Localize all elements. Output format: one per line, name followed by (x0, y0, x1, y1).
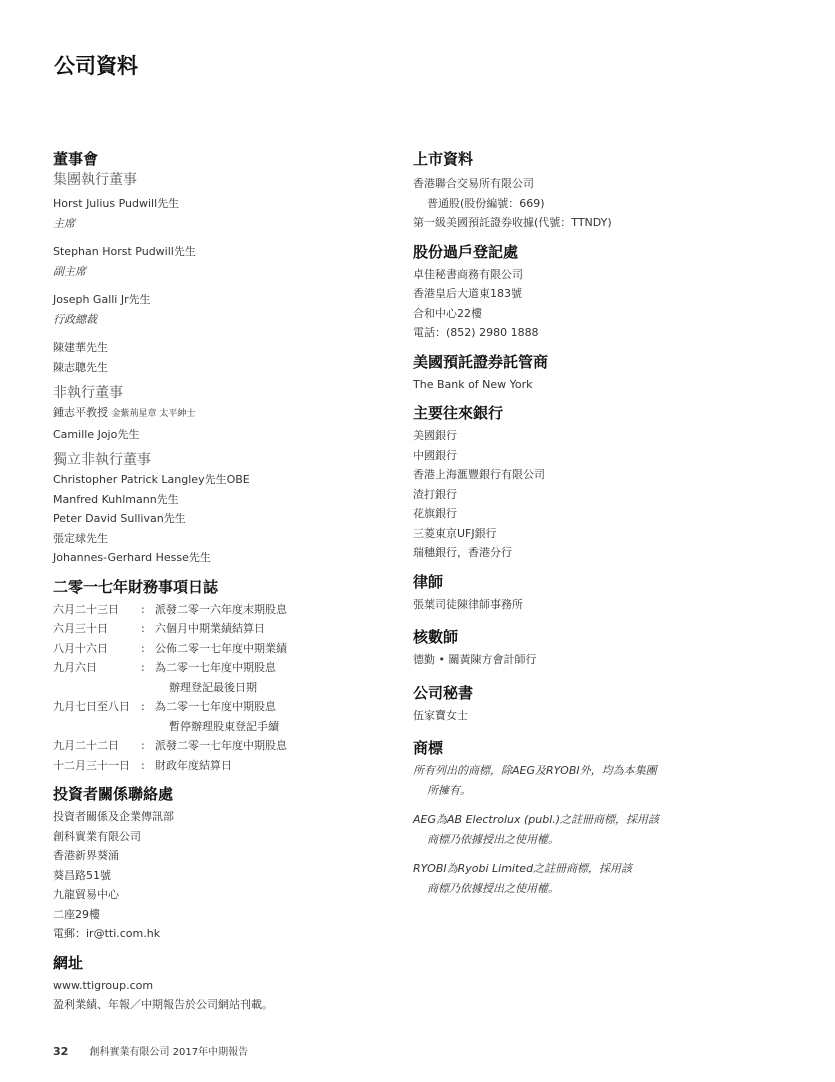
exec-directors-heading: 集團執行董事 (53, 172, 137, 188)
diary-heading: 二零一七年財務事項日誌 (53, 577, 219, 596)
honor-title: 金紫荊星章 太平紳士 (111, 409, 196, 419)
ir-email: 電郵：ir@tti.com.hk (53, 927, 161, 940)
banks-heading: 主要往來銀行 (413, 404, 504, 422)
diary-date: 六月三十日 (53, 622, 108, 635)
ir-line: 創科實業有限公司 (53, 829, 141, 843)
solicitors-line: 張葉司徒陳律師事務所 (413, 597, 523, 611)
diary-date (53, 717, 141, 737)
solicitors-heading: 律師 (413, 572, 444, 591)
diary-row (53, 619, 393, 639)
registrar-line: 合和中心22樓 (413, 306, 482, 320)
diary-event: 為二零一七年度中期股息 (155, 700, 276, 713)
bank-item: 花旗銀行 (413, 507, 457, 520)
diary-date: 九月六日 (53, 661, 97, 674)
ir-heading: 投資者關係聯絡處 (53, 785, 174, 803)
diary-date: 九月二十二日 (53, 739, 119, 752)
board-heading: 董事會 (53, 150, 99, 168)
trademark-line: 所擁有。 (427, 783, 471, 797)
diary-row (53, 678, 393, 698)
diary-event: 派發二零一七年度中期股息 (155, 739, 287, 752)
diary-colon: : (141, 700, 145, 713)
diary-date: 八月十六日 (53, 641, 108, 655)
diary-colon: : (141, 602, 145, 616)
trademark-line: 所有列出的商標，除AEG及RYOBI外，均為本集團 (413, 764, 657, 777)
diary-colon: : (141, 661, 145, 674)
diary-date: 九月七日至八日 (53, 700, 130, 713)
diary-row (53, 658, 393, 678)
secretary-heading: 公司秘書 (413, 683, 474, 702)
diary-colon: : (141, 622, 145, 635)
listing-line: 香港聯合交易所有限公司 (413, 177, 534, 190)
trademark-line: 商標乃依據授出之使用權。 (427, 832, 559, 846)
bank-item: 渣打銀行 (413, 487, 457, 501)
registrar-heading: 股份過戶登記處 (413, 242, 519, 261)
registrar-line: 香港皇后大道東183號 (413, 287, 522, 300)
registrar-line: 卓佳秘書商務有限公司 (413, 267, 523, 281)
director-role: 行政總裁 (53, 312, 97, 326)
depositary-line: The Bank of New York (413, 377, 533, 391)
page-footer (53, 1043, 248, 1058)
diary-colon (141, 678, 155, 698)
honor-title: OBE (226, 473, 250, 486)
diary-event: 六個月中期業績結算日 (155, 622, 265, 635)
diary-event: 暫停辦理股東登記手續 (169, 719, 279, 733)
director-name: Joseph Galli Jr先生 (53, 293, 151, 306)
diary-date: 六月二十三日 (53, 602, 119, 616)
ir-line: 投資者關係及企業傳訊部 (53, 810, 174, 823)
listing-line: 普通股(股份編號：669) (427, 196, 545, 210)
director-role: 主席 (53, 216, 75, 230)
bank-item: 香港上海滙豐銀行有限公司 (413, 468, 545, 481)
diary-event: 財政年度結算日 (155, 758, 232, 772)
director-name: Stephan Horst Pudwill先生 (53, 245, 196, 258)
trademark-line: RYOBI為Ryobi Limited之註冊商標，採用該 (413, 862, 633, 875)
director-name: Peter David Sullivan先生 (53, 512, 186, 525)
indep-directors-heading: 獨立非執行董事 (53, 452, 151, 468)
website-link[interactable]: www.ttigroup.com (53, 978, 154, 992)
registrar-phone: 電話：(852) 2980 1888 (413, 326, 539, 339)
diary-row (53, 639, 393, 659)
diary-colon: : (141, 758, 145, 772)
bank-item: 中國銀行 (413, 448, 457, 462)
page-number: 32 (53, 1045, 69, 1058)
diary-row (53, 697, 393, 717)
diary-event: 辦理登記最後日期 (169, 680, 257, 694)
diary-row (53, 736, 393, 756)
diary-row (53, 600, 393, 620)
trademark-line: 商標乃依據授出之使用權。 (427, 881, 559, 895)
director-name: Manfred Kuhlmann先生 (53, 492, 179, 506)
trademarks-heading: 商標 (413, 739, 444, 757)
diary-row (53, 717, 393, 737)
nonexec-directors-heading: 非執行董事 (53, 385, 123, 401)
diary-row (53, 756, 393, 776)
director-name: 張定球先生 (53, 531, 108, 545)
director-name: 陳志聰先生 (53, 360, 108, 374)
director-name: Camille Jojo先生 (53, 427, 140, 441)
trademark-line: AEG為AB Electrolux (publ.)之註冊商標，採用該 (413, 813, 660, 826)
right-column (413, 148, 813, 898)
ir-line: 香港新界葵涌 (53, 849, 119, 862)
diary-event: 公佈二零一七年度中期業績 (155, 641, 287, 655)
diary-colon: : (141, 641, 145, 655)
diary-table (53, 600, 393, 776)
diary-event: 為二零一七年度中期股息 (155, 661, 276, 674)
director-name: Horst Julius Pudwill先生 (53, 197, 180, 210)
bank-item: 三菱東京UFJ銀行 (413, 526, 497, 540)
ir-line: 二座29樓 (53, 907, 100, 921)
ir-line: 九龍貿易中心 (53, 888, 119, 901)
ir-line: 葵昌路51號 (53, 868, 111, 882)
auditors-line: 德勤 • 關黃陳方會計師行 (413, 653, 537, 666)
diary-event: 派發二零一六年度末期股息 (155, 602, 287, 616)
page-title: 公司資料 (54, 54, 138, 78)
listing-line: 第一級美國預託證券收據(代號：TTNDY) (413, 216, 612, 229)
director-name: 鍾志平教授 金紫荊星章 太平紳士 (53, 406, 196, 419)
director-name: Johannes-Gerhard Hesse先生 (53, 551, 211, 564)
auditors-heading: 核數師 (413, 628, 459, 646)
diary-date: 十二月三十一日 (53, 758, 130, 772)
diary-date (53, 678, 141, 698)
secretary-line: 伍家寶女士 (413, 708, 468, 722)
footer-text: 創科實業有限公司 2017年中期報告 (89, 1047, 249, 1058)
bank-item: 瑞穗銀行，香港分行 (413, 546, 512, 559)
director-name: Christopher Patrick Langley先生OBE (53, 473, 250, 486)
website-note: 盈利業績、年報／中期報告於公司網站刊載。 (53, 998, 273, 1011)
bank-item: 美國銀行 (413, 429, 457, 442)
website-heading: 網址 (53, 953, 84, 972)
diary-colon: : (141, 739, 145, 752)
director-name: 陳建華先生 (53, 341, 108, 354)
director-role: 副主席 (53, 264, 86, 278)
diary-colon (141, 717, 155, 737)
listing-heading: 上市資料 (413, 150, 474, 168)
left-column (53, 148, 393, 1015)
depositary-heading: 美國預託證券託管商 (413, 352, 549, 371)
